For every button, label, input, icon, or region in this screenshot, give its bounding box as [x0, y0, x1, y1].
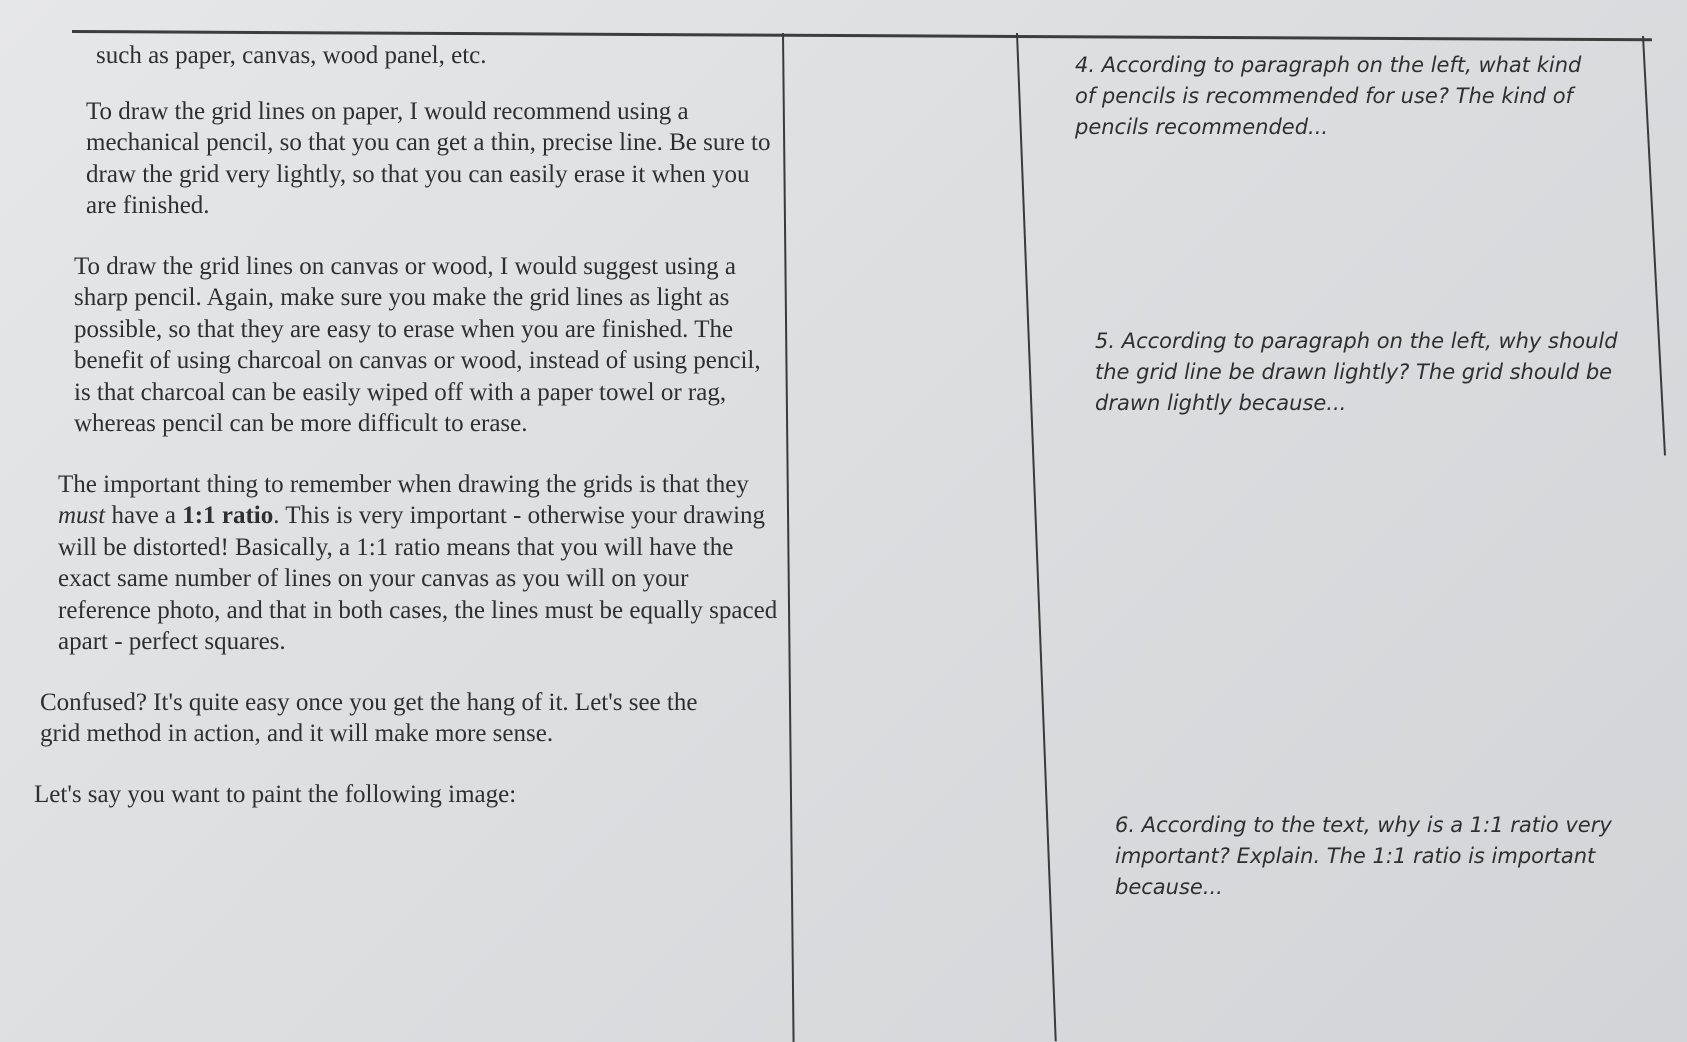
ratio-text-part2: have a — [105, 502, 183, 529]
ratio-text-part3: . This is very important - otherwise your drawing will be distorted! Basically, a 1:1 ratio means that you will have the exact same number of lines on your canvas as you will on your reference photo, and that in both cases, the lines must be equally spaced apart - perfect squares. — [58, 502, 784, 655]
passage-paragraph-3: To draw the grid lines on canvas or wood, I would suggest using a sharp pencil. Again, make sure you make the grid lines as light as possible, so that they are easy to erase when you are finished. The benefit of using charcoal on canvas or wood, instead of using pencil, is that charcoal can be easily wiped off with a paper towel or rag, whereas pencil can be more difficult to erase. — [74, 252, 767, 437]
passage-paragraph-5: Let's say you want to paint the following image: — [34, 780, 517, 808]
question-5: 5. According to paragraph on the left, why should the grid line be drawn lightly? The grid should be drawn lightly because... — [1095, 329, 1625, 415]
passage-paragraph-2: To draw the grid lines on paper, I would recommend using a mechanical pencil, so that you can get a thin, precise line. Be sure to draw the grid very lightly, so that you can easily erase it when you are finished. — [86, 97, 777, 219]
emphasis-must: must — [58, 502, 106, 529]
question-6: 6. According to the text, why is a 1:1 ratio very important? Explain. The 1:1 ratio is important because... — [1115, 813, 1619, 899]
passage-paragraph-4: Confused? It's quite easy once you get the hang of it. Let's see the grid method in action, and it will make more sense. — [40, 688, 704, 747]
passage-paragraph-1: such as paper, canvas, wood panel, etc. — [96, 42, 487, 69]
reading-passage — [30, 40, 790, 839]
emphasis-ratio: 1:1 ratio — [182, 502, 274, 529]
page-right-border — [1642, 36, 1666, 456]
passage-paragraph-ratio — [58, 469, 784, 658]
ratio-text-part1: The important thing to remember when drawing the grids is that they — [58, 470, 756, 498]
question-4: 4. According to paragraph on the left, what kind of pencils is recommended for use? The kind of pencils recommended... — [1075, 53, 1589, 139]
column-divider-right — [1016, 33, 1057, 1041]
